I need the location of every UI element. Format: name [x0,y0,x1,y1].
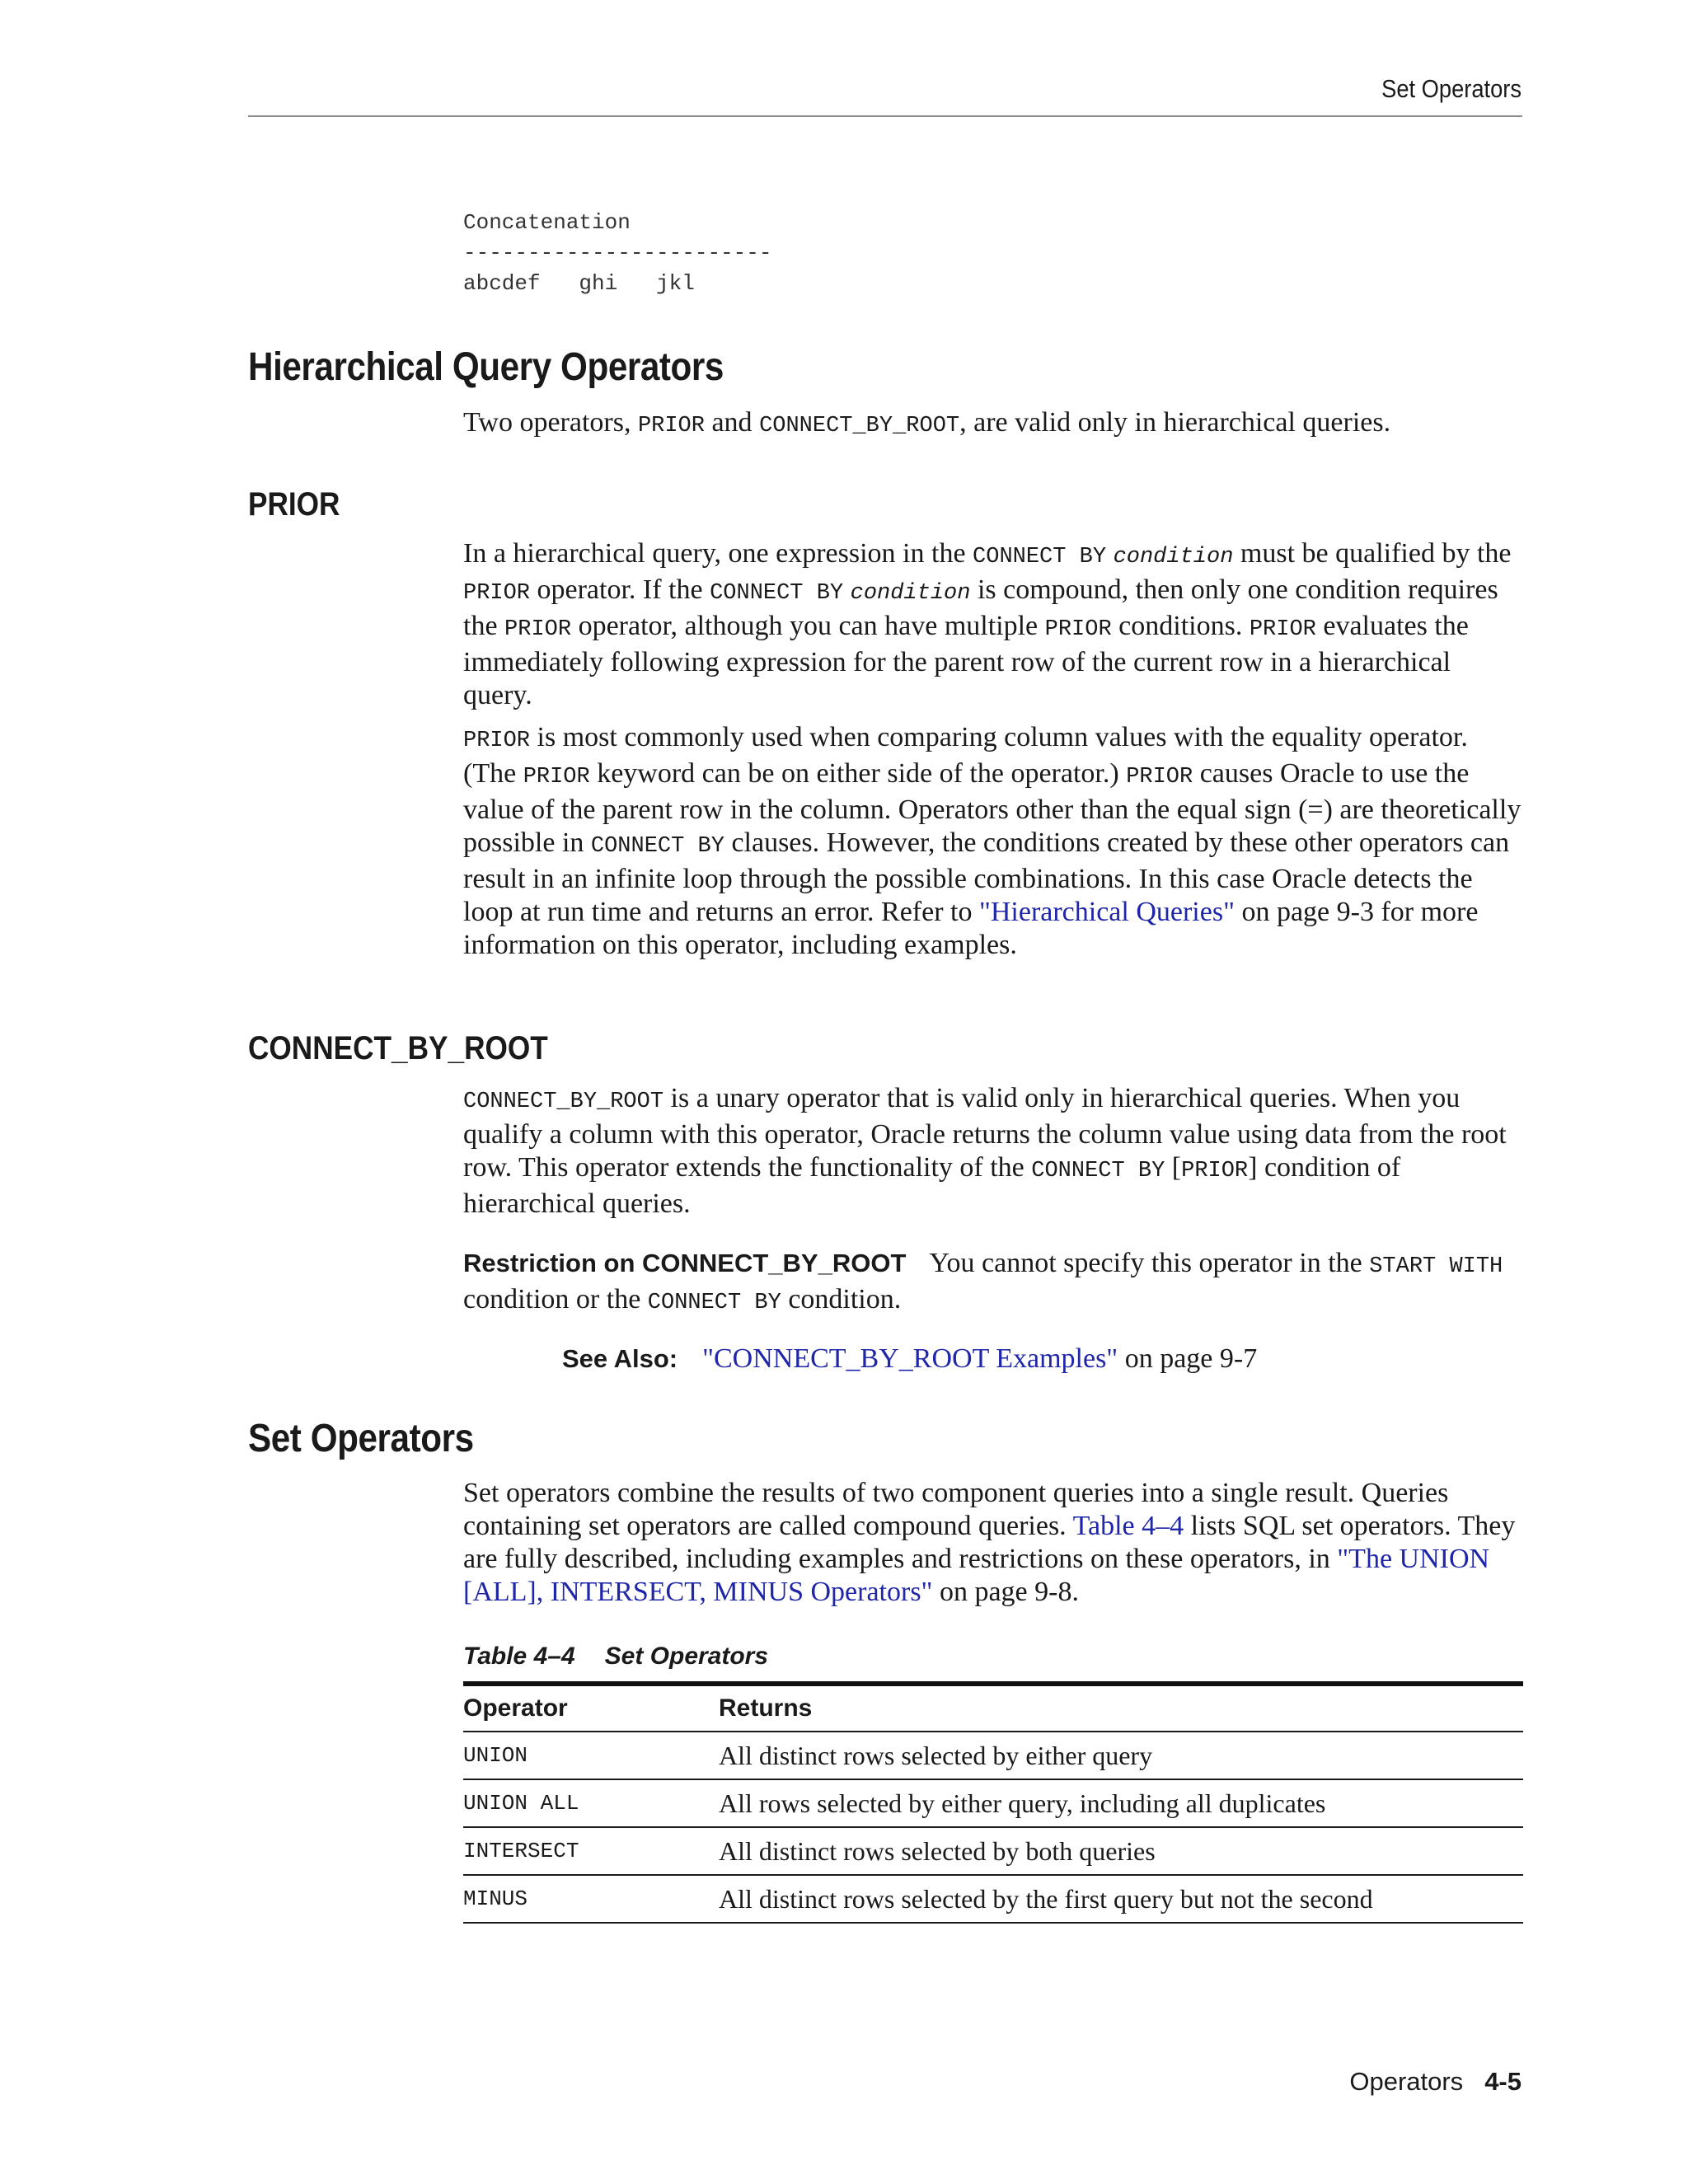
table-row [463,1732,1523,1779]
column-header-returns: Returns [719,1684,1523,1732]
operator-cell: INTERSECT [463,1827,719,1875]
page-number: 4-5 [1484,2067,1522,2096]
code-line: Concatenation [463,210,631,235]
table-row [463,1827,1523,1875]
returns-cell: All distinct rows selected by either query [719,1732,1523,1779]
prior-paragraph-1: In a hierarchical query, one expression in the CONNECT BY condition must be qualified by the PRIOR operator. If the CONNECT BY condition is compound, then only one condition requires the PRIOR operator, although you can have multiple PRIOR conditions. PRIOR evaluates the immediately following expression for the parent row of the current row in a hierarchical query. [463,538,1512,710]
set-operators-paragraph: Set operators combine the results of two component queries into a single result. Queries containing set operators are called compound queries. Table 4–4 lists SQL set operators. They are fully described, including examples and restrictions on these operators, in "The UNION [ALL], INTERSECT, MINUS Operators" on page 9-8. [463,1478,1516,1607]
returns-cell: All distinct rows selected by both queries [719,1827,1523,1875]
footer-section: Operators [1349,2067,1464,2096]
see-also-note: See Also: "CONNECT_BY_ROOT Examples" on page 9-7 [562,1343,1258,1374]
union-intersect-minus-link[interactable]: "The UNION [ALL], INTERSECT, MINUS Operators" [463,1544,1490,1607]
section-heading-hierarchical: Hierarchical Query Operators [248,345,724,389]
connect-by-root-paragraph: CONNECT_BY_ROOT is a unary operator that is valid only in hierarchical queries. When you qualify a column with this operator, Oracle returns the column value using data from the root row. This operator extends the functionality of the CONNECT BY [PRIOR] condition of hierarchical queries. [463,1083,1507,1219]
see-also-label: See Also: [562,1344,678,1373]
set-operators-table [463,1681,1523,1924]
table-row [463,1875,1523,1923]
hierarchical-intro-paragraph: Two operators, PRIOR and CONNECT_BY_ROOT, are valid only in hierarchical queries. [463,407,1391,438]
restriction-paragraph: Restriction on CONNECT_BY_ROOT You cannot specify this operator in the START WITH condition or the CONNECT BY condition. [463,1248,1503,1315]
code-line: abcdef ghi jkl [463,271,695,296]
table-caption [463,1643,768,1671]
table-caption-title: Set Operators [604,1643,769,1670]
header-rule [248,115,1522,117]
restriction-label: Restriction on CONNECT_BY_ROOT [463,1249,907,1277]
subsection-heading-connect-by-root: CONNECT_BY_ROOT [248,1030,548,1066]
running-header: Set Operators [1381,74,1522,103]
returns-cell: All distinct rows selected by the first query but not the second [719,1875,1523,1923]
subsection-heading-prior: PRIOR [248,486,340,523]
table-4-4-link[interactable]: Table 4–4 [1072,1511,1184,1541]
section-heading-set-operators: Set Operators [248,1417,474,1460]
prior-paragraph-2: PRIOR is most commonly used when comparing column values with the equality operator. (The PRIOR keyword can be on either side of the operator.) PRIOR causes Oracle to use the value of the parent row in the column. Operators other than the equal sign (=) are theoretically possible in CONNECT BY clauses. However, the conditions created by these other operators can result in an infinite loop through the possible combinations. In this case Oracle detects the loop at run time and returns an error. Refer to "Hierarchical Queries" on page 9-3 for more information on this operator, including examples. [463,722,1522,960]
table-row [463,1779,1523,1827]
column-header-operator: Operator [463,1684,719,1732]
page-footer [1349,2067,1522,2097]
operator-cell: MINUS [463,1875,719,1923]
table-header-row [463,1684,1523,1732]
operator-cell: UNION ALL [463,1779,719,1827]
hierarchical-queries-link[interactable]: "Hierarchical Queries" [978,897,1235,927]
operator-cell: UNION [463,1732,719,1779]
returns-cell: All rows selected by either query, including all duplicates [719,1779,1523,1827]
connect-by-root-examples-link[interactable]: "CONNECT_BY_ROOT Examples" [702,1343,1118,1374]
table-caption-number: Table 4–4 [463,1643,575,1670]
code-line: ------------------------ [463,241,772,265]
code-example [463,208,771,299]
